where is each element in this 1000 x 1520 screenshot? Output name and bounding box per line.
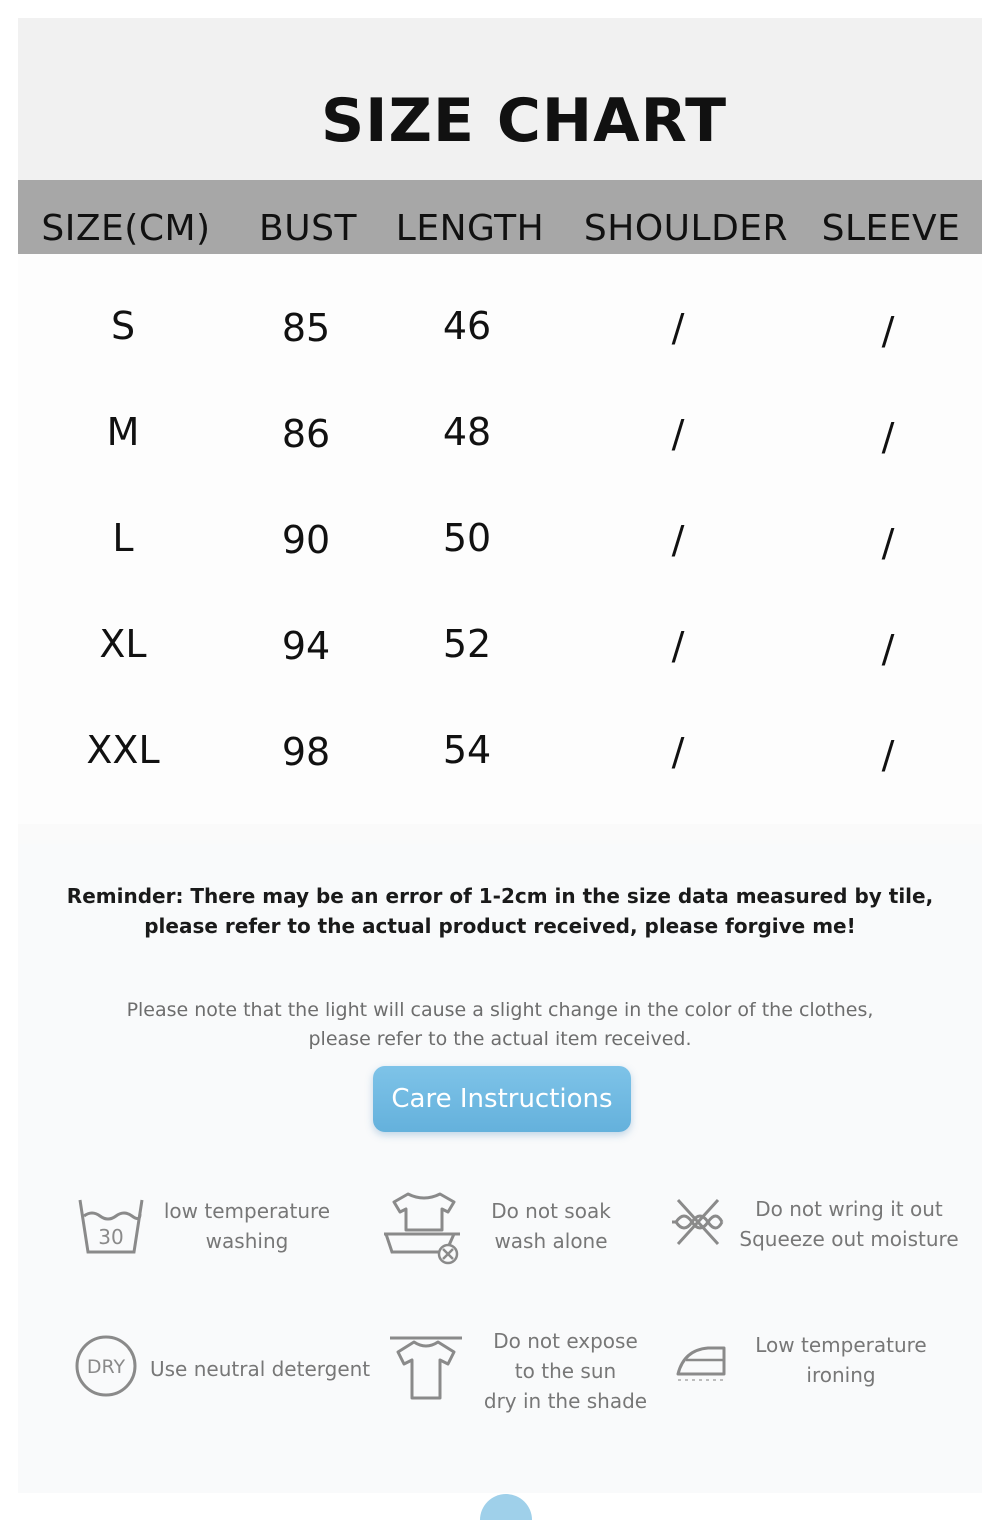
- wash-30-icon: [76, 1194, 146, 1258]
- iron-icon: [674, 1338, 730, 1390]
- table-header: [18, 180, 982, 254]
- cell-bust: 98: [281, 730, 331, 774]
- care-text-line: Do not soak: [491, 1199, 611, 1223]
- cell-bust: 90: [281, 518, 331, 562]
- cell-shoulder: /: [671, 518, 685, 562]
- cell-size: L: [112, 516, 134, 560]
- care-text-line: low temperature: [163, 1199, 331, 1223]
- reminder-text: [18, 881, 982, 941]
- title-band: [18, 18, 982, 180]
- care-text-line: washing: [205, 1229, 289, 1253]
- column-header-bust: BUST: [259, 208, 357, 249]
- reminder-line-2: please refer to the actual product received, please forgive me!: [144, 914, 856, 938]
- hang-dry-icon: [388, 1332, 464, 1404]
- light-note-line-2: please refer to the actual item received.: [308, 1028, 692, 1050]
- care-item-wring: [734, 1194, 964, 1254]
- cell-length: 54: [442, 728, 492, 772]
- cell-sleeve: /: [881, 309, 895, 353]
- cell-sleeve: /: [881, 627, 895, 671]
- cell-size: XXL: [86, 728, 160, 772]
- care-item-wash: [158, 1196, 336, 1256]
- light-note-line-1: Please note that the light will cause a slight change in the color of the clothes,: [126, 999, 874, 1021]
- cell-length: 48: [442, 410, 492, 454]
- cell-shoulder: /: [671, 730, 685, 774]
- column-header-sleeve: SLEEVE: [821, 208, 961, 249]
- cell-sleeve: /: [881, 415, 895, 459]
- cell-size: S: [110, 304, 136, 348]
- wash-temperature-label: 30: [98, 1225, 124, 1249]
- care-item-detergent: [150, 1354, 378, 1384]
- care-text-line: Use neutral detergent: [150, 1357, 371, 1381]
- care-text-line: ironing: [806, 1363, 876, 1387]
- dry-icon-label: DRY: [86, 1356, 126, 1378]
- care-text-line: Do not wring it out: [755, 1197, 943, 1221]
- cell-shoulder: /: [671, 412, 685, 456]
- page-title: SIZE CHART: [320, 86, 728, 156]
- decorative-half-circle: [480, 1494, 532, 1520]
- cell-sleeve: /: [881, 521, 895, 565]
- care-text-line: wash alone: [494, 1229, 608, 1253]
- care-item-sun: [478, 1326, 653, 1416]
- cell-shoulder: /: [671, 306, 685, 350]
- no-wring-icon: [670, 1196, 726, 1248]
- care-text-line: Do not expose: [493, 1329, 638, 1353]
- reminder-line-1: Reminder: There may be an error of 1-2cm in the size data measured by tile,: [66, 884, 934, 908]
- care-text-line: dry in the shade: [483, 1389, 648, 1413]
- care-text-line: to the sun: [514, 1359, 617, 1383]
- care-text-line: Squeeze out moisture: [739, 1227, 959, 1251]
- column-header-length: LENGTH: [395, 208, 545, 249]
- cell-length: 46: [442, 304, 492, 348]
- care-instructions-button[interactable]: Care Instructions: [373, 1066, 631, 1132]
- cell-length: 50: [442, 516, 492, 560]
- cell-size: XL: [99, 622, 147, 666]
- notes-section: [18, 844, 982, 1493]
- cell-size: M: [106, 410, 140, 454]
- cell-sleeve: /: [881, 733, 895, 777]
- size-table-body: [18, 254, 982, 824]
- cell-bust: 85: [281, 306, 331, 350]
- care-item-iron: [746, 1330, 936, 1390]
- column-header-shoulder: SHOULDER: [583, 208, 789, 249]
- dry-icon: [74, 1334, 138, 1398]
- column-header-size: SIZE(CM): [41, 208, 211, 249]
- no-soak-icon: [384, 1190, 464, 1266]
- size-chart-card: [18, 18, 982, 1493]
- care-text-line: Low temperature: [755, 1333, 927, 1357]
- cell-bust: 94: [281, 624, 331, 668]
- care-item-soak: [476, 1196, 626, 1256]
- light-note: [18, 996, 982, 1054]
- cell-bust: 86: [281, 412, 331, 456]
- cell-length: 52: [442, 622, 492, 666]
- cell-shoulder: /: [671, 624, 685, 668]
